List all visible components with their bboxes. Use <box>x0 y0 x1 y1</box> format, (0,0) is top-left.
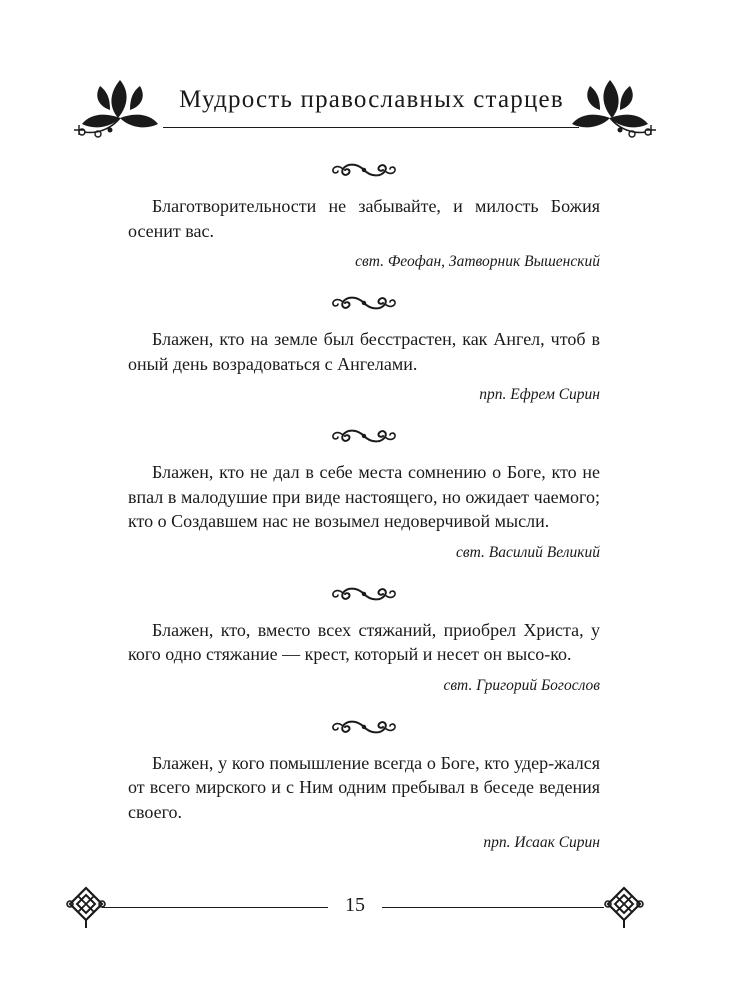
quote-text: Благотворительности не забывайте, и милость Божия осенит вас. <box>128 196 600 241</box>
quote-text: Блажен, кто на земле был бесстрастен, как Ангел, чтоб в оный день возрадоваться с Ангелами. <box>128 329 600 374</box>
quote-entry <box>128 293 600 404</box>
quote-author: прп. Ефрем Сирин <box>479 386 600 403</box>
quote-author: свт. Григорий Богослов <box>443 676 600 694</box>
knot-ornament-icon <box>66 886 106 930</box>
page-footer <box>0 880 743 940</box>
quote-entry <box>128 584 600 695</box>
quotes-list <box>128 160 600 852</box>
leaf-ornament-icon <box>70 72 170 142</box>
flourish-divider-icon <box>329 293 399 313</box>
page-number: 15 <box>345 894 365 916</box>
quote-author: свт. Василий Великий <box>456 543 600 561</box>
knot-ornament-icon <box>604 886 644 930</box>
leaf-ornament-icon <box>560 72 660 142</box>
footer-rule <box>382 907 604 908</box>
quote-text: Блажен, у кого помышление всегда о Боге, кто удер-жался от всего мирского и с Ним одним пребывал в беседе ведения своего. <box>128 752 600 822</box>
flourish-divider-icon <box>329 426 399 446</box>
quote-text: Блажен, кто не дал в себе места сомнению о Боге, кто не впал в малодушие при виде настоящего, но ожидает чаемого; кто о Создавшем нас не возымел недоверчивой мысли. <box>128 462 600 531</box>
quote-entry <box>128 160 600 271</box>
quote-entry <box>128 717 600 853</box>
quote-text: Блажен, кто, вместо всех стяжаний, приобрел Христа, у кого одно стяжание — крест, который и несет он высо-ко. <box>128 619 600 664</box>
header-rule <box>163 127 579 128</box>
footer-rule <box>102 907 328 908</box>
quote-author: прп. Исаак Сирин <box>483 834 600 851</box>
quote-author: свт. Феофан, Затворник Вышенский <box>355 253 600 270</box>
flourish-divider-icon <box>329 717 399 737</box>
quote-entry <box>128 426 600 562</box>
page-header <box>0 0 743 150</box>
running-title: Мудрость православных старцев <box>179 86 564 113</box>
flourish-divider-icon <box>329 160 399 180</box>
flourish-divider-icon <box>329 584 399 604</box>
